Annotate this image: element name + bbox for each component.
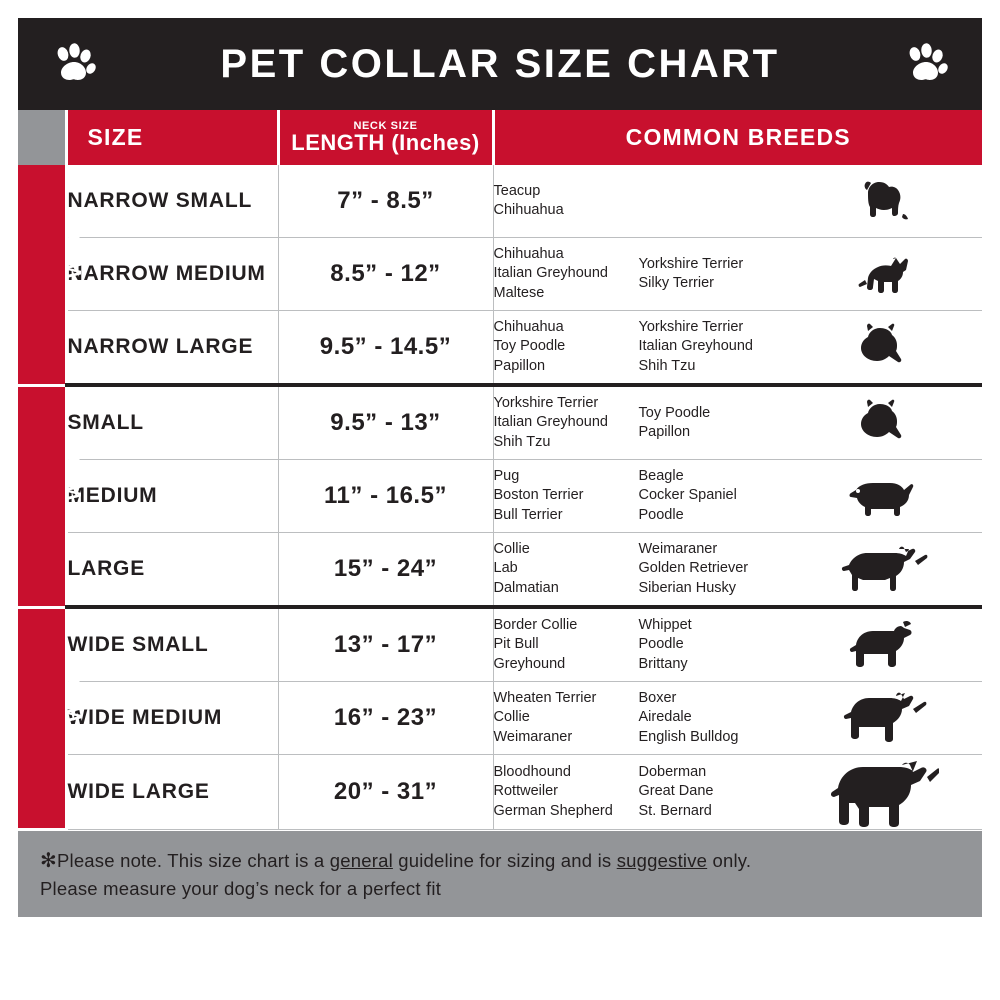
cell-common-breeds bbox=[493, 682, 982, 755]
cell-neck-length bbox=[278, 460, 493, 533]
breeds-column-1 bbox=[494, 182, 639, 220]
breed-item: Yorkshire Terrier bbox=[638, 319, 744, 336]
breeds-wrap bbox=[494, 467, 983, 524]
cell-size bbox=[66, 682, 278, 755]
size-label: SMALL bbox=[67, 411, 144, 434]
pomeranian-silhouette-icon bbox=[789, 322, 983, 372]
breeds-column-2 bbox=[639, 616, 789, 673]
breed-item: Shih Tzu bbox=[638, 357, 696, 374]
breed-item: Doberman bbox=[638, 764, 707, 781]
breed-item: Greyhound bbox=[493, 655, 566, 672]
column-header-breeds-label: COMMON BREEDS bbox=[625, 124, 851, 150]
breed-item: Boxer bbox=[638, 690, 677, 707]
breeds-column-1 bbox=[494, 763, 639, 820]
cell-size bbox=[66, 533, 278, 608]
beagle-silhouette-icon bbox=[789, 474, 983, 518]
table-row bbox=[18, 533, 982, 608]
breed-item: St. Bernard bbox=[638, 802, 712, 819]
breed-item: Italian Greyhound bbox=[638, 338, 753, 355]
column-header-size-label: SIZE bbox=[87, 124, 144, 150]
breed-item: Beagle bbox=[638, 468, 684, 485]
breed-item: Siberian Husky bbox=[638, 579, 737, 596]
paw-print-icon bbox=[52, 42, 96, 86]
footnote-underline-suggestive: suggestive bbox=[616, 850, 708, 871]
cell-neck-length bbox=[278, 385, 493, 460]
neck-length-value: 15” - 24” bbox=[333, 555, 438, 582]
width-group-label-1 bbox=[18, 165, 87, 385]
size-label: WIDE SMALL bbox=[67, 633, 209, 656]
breed-item: German Shepherd bbox=[493, 802, 613, 819]
breed-item: Shih Tzu bbox=[493, 433, 551, 450]
size-label: WIDE MEDIUM bbox=[67, 706, 223, 729]
table-row bbox=[18, 460, 982, 533]
width-group-text: 1.0" WIDE bbox=[63, 438, 87, 554]
asterisk-icon: ✻ bbox=[40, 850, 57, 872]
cell-common-breeds bbox=[493, 385, 982, 460]
cell-size bbox=[66, 460, 278, 533]
width-group-text: 1.5" WIDE bbox=[63, 661, 87, 776]
size-label: LARGE bbox=[67, 557, 145, 580]
cell-common-breeds bbox=[493, 460, 982, 533]
neck-length-value: 16” - 23” bbox=[333, 704, 438, 731]
table-header-row bbox=[18, 110, 982, 165]
doberman-silhouette-icon bbox=[789, 755, 983, 829]
cell-neck-length bbox=[278, 682, 493, 755]
breeds-column-1 bbox=[494, 689, 639, 746]
table-row bbox=[18, 607, 982, 682]
width-group-label-3 bbox=[18, 607, 87, 830]
breed-item: Bloodhound bbox=[493, 764, 571, 781]
footnote-line1-a: Please note. This size chart is a bbox=[56, 850, 330, 871]
corner-cell bbox=[18, 110, 66, 165]
size-label: NARROW SMALL bbox=[67, 189, 253, 212]
breed-item: Rottweiler bbox=[493, 783, 558, 800]
cell-neck-length bbox=[278, 755, 493, 830]
breed-item: Cocker Spaniel bbox=[638, 487, 737, 504]
neck-length-value: 8.5” - 12” bbox=[330, 260, 441, 287]
breed-item: Airedale bbox=[638, 709, 692, 726]
breed-item: Brittany bbox=[638, 655, 688, 672]
breeds-column-1 bbox=[494, 540, 639, 597]
column-header-length bbox=[278, 110, 493, 165]
neck-length-value: 11” - 16.5” bbox=[324, 482, 447, 509]
breeds-wrap bbox=[494, 177, 983, 225]
breed-item: Chihuahua bbox=[493, 246, 564, 263]
retriever-silhouette-icon bbox=[789, 543, 983, 595]
breed-item: Collie bbox=[493, 541, 530, 558]
footnote-line1-b: guideline for sizing and is bbox=[392, 850, 617, 871]
breeds-column-1 bbox=[494, 467, 639, 524]
yorkie-silhouette-icon bbox=[789, 177, 983, 225]
breeds-column-2 bbox=[639, 540, 789, 597]
cell-neck-length bbox=[278, 607, 493, 682]
size-table bbox=[18, 110, 982, 831]
breeds-wrap bbox=[494, 245, 983, 302]
boxer-silhouette-icon bbox=[789, 689, 983, 747]
cell-common-breeds bbox=[493, 607, 982, 682]
breeds-column-2 bbox=[639, 318, 789, 375]
column-header-neck-label: NECK SIZE bbox=[353, 119, 418, 132]
column-header-breeds bbox=[493, 110, 982, 165]
neck-length-value: 20” - 31” bbox=[333, 778, 438, 805]
breed-item: Chihuahua bbox=[493, 319, 564, 336]
breeds-column-2 bbox=[639, 404, 789, 442]
breeds-column-2 bbox=[639, 255, 789, 293]
breed-item: Collie bbox=[493, 709, 530, 726]
table-body bbox=[18, 165, 982, 830]
cell-size bbox=[66, 238, 278, 311]
breeds-column-1 bbox=[494, 616, 639, 673]
breeds-wrap bbox=[494, 318, 983, 375]
neck-length-value: 9.5” - 13” bbox=[330, 409, 441, 436]
pomeranian-silhouette-icon bbox=[789, 398, 983, 448]
breeds-column-2 bbox=[639, 689, 789, 746]
breeds-wrap bbox=[494, 540, 983, 597]
breed-item: Weimaraner bbox=[493, 728, 573, 745]
breeds-column-2 bbox=[639, 467, 789, 524]
cell-neck-length bbox=[278, 311, 493, 386]
breeds-wrap bbox=[494, 616, 983, 673]
table-row bbox=[18, 311, 982, 386]
cell-size bbox=[66, 385, 278, 460]
neck-length-value: 7” - 8.5” bbox=[337, 187, 434, 214]
size-label: WIDE LARGE bbox=[67, 780, 210, 803]
cell-size bbox=[66, 165, 278, 238]
cell-common-breeds bbox=[493, 755, 982, 830]
width-group-text: 0.5" WIDE bbox=[63, 217, 87, 332]
neck-length-value: 9.5” - 14.5” bbox=[319, 333, 452, 360]
breed-item: Bull Terrier bbox=[493, 506, 563, 523]
cell-neck-length bbox=[278, 533, 493, 608]
breed-item: Pug bbox=[493, 468, 520, 485]
breed-item: Maltese bbox=[493, 284, 545, 301]
size-label: NARROW MEDIUM bbox=[67, 262, 266, 285]
column-header-length-label: LENGTH (Inches) bbox=[291, 129, 480, 155]
breed-item: Whippet bbox=[638, 617, 692, 634]
chart-header bbox=[18, 18, 982, 110]
breeds-wrap bbox=[494, 755, 983, 829]
footnote bbox=[18, 831, 982, 917]
breed-item: Poodle bbox=[638, 636, 684, 653]
cell-common-breeds bbox=[493, 238, 982, 311]
footnote-line2: Please measure your dog’s neck for a perfect fit bbox=[40, 878, 442, 899]
cell-common-breeds bbox=[493, 533, 982, 608]
cell-size bbox=[66, 311, 278, 386]
breed-item: Italian Greyhound bbox=[493, 265, 608, 282]
breed-item: Yorkshire Terrier bbox=[638, 255, 744, 272]
breed-item: Golden Retriever bbox=[638, 560, 749, 577]
neck-length-value: 13” - 17” bbox=[333, 631, 438, 658]
breeds-wrap bbox=[494, 689, 983, 747]
breeds-column-2 bbox=[639, 763, 789, 820]
breed-item: Toy Poodle bbox=[493, 338, 566, 355]
breed-item: Boston Terrier bbox=[493, 487, 584, 504]
table-row bbox=[18, 682, 982, 755]
footnote-line1-c: only. bbox=[707, 850, 752, 871]
page-title: PET COLLAR SIZE CHART bbox=[220, 42, 780, 86]
chihuahua-silhouette-icon bbox=[789, 250, 983, 298]
table-row bbox=[18, 755, 982, 830]
breed-item: Silky Terrier bbox=[638, 275, 714, 291]
breed-item: Italian Greyhound bbox=[493, 414, 608, 431]
breeds-column-1 bbox=[494, 318, 639, 375]
footnote-underline-general: general bbox=[329, 850, 393, 871]
size-label: MEDIUM bbox=[67, 484, 158, 507]
breed-item: Border Collie bbox=[493, 617, 578, 634]
table-row bbox=[18, 238, 982, 311]
breed-item: Lab bbox=[493, 560, 518, 577]
cell-common-breeds bbox=[493, 165, 982, 238]
breeds-column-1 bbox=[494, 245, 639, 302]
width-group-label-2 bbox=[18, 385, 87, 607]
breeds-column-1 bbox=[494, 394, 639, 451]
breed-item: Chihuahua bbox=[493, 202, 564, 218]
breed-item: Pit Bull bbox=[493, 636, 539, 653]
cell-size bbox=[66, 755, 278, 830]
breed-item: Toy Poodle bbox=[638, 404, 711, 421]
paw-print-icon bbox=[904, 42, 948, 86]
chart-inner bbox=[18, 18, 982, 982]
breed-item: Great Dane bbox=[638, 783, 714, 800]
table-row bbox=[18, 165, 982, 238]
breed-item: Wheaten Terrier bbox=[493, 690, 597, 707]
column-header-size bbox=[66, 110, 278, 165]
breed-item: English Bulldog bbox=[638, 728, 739, 745]
table-row bbox=[18, 385, 982, 460]
cell-common-breeds bbox=[493, 311, 982, 386]
breed-item: Papillon bbox=[638, 424, 691, 440]
breed-item: Poodle bbox=[638, 506, 684, 523]
breed-item: Dalmatian bbox=[493, 579, 559, 596]
bulldog-silhouette-icon bbox=[789, 618, 983, 672]
breed-item: Teacup bbox=[493, 182, 541, 199]
breed-item: Yorkshire Terrier bbox=[493, 395, 599, 412]
cell-neck-length bbox=[278, 165, 493, 238]
cell-size bbox=[66, 607, 278, 682]
cell-neck-length bbox=[278, 238, 493, 311]
size-label: NARROW LARGE bbox=[67, 335, 254, 358]
breed-item: Weimaraner bbox=[638, 541, 718, 558]
breed-item: Papillon bbox=[493, 357, 546, 374]
breeds-wrap bbox=[494, 394, 983, 451]
